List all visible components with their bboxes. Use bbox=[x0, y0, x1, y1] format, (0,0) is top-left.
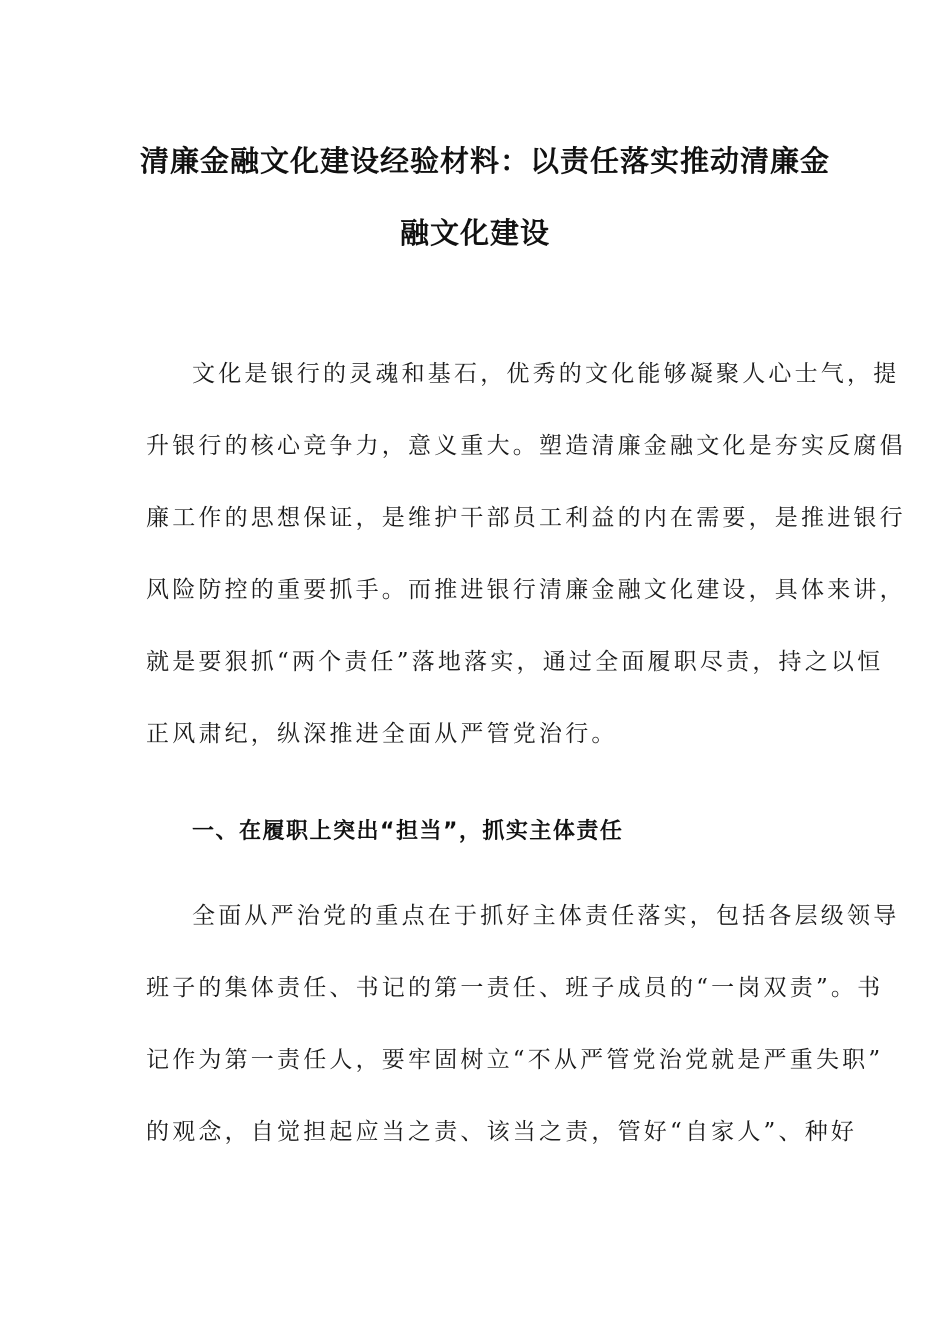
paragraph-line: 正风肃纪，纵深推进全面从严管党治行。 bbox=[146, 721, 618, 747]
paragraph-line: 班子的集体责任、书记的第一责任、班子成员的“一岗双责”。书 bbox=[146, 975, 884, 1001]
paragraph-line: 的观念，自觉担起应当之责、该当之责，管好“自家人”、种好 bbox=[146, 1119, 858, 1145]
paragraph-line: 全面从严治党的重点在于抓好主体责任落实，包括各层级领导 bbox=[192, 903, 900, 929]
paragraph-line: 风险防控的重要抓手。而推进银行清廉金融文化建设，具体来讲， bbox=[146, 577, 906, 603]
paragraph-line: 就是要狠抓“两个责任”落地落实，通过全面履职尽责，持之以恒 bbox=[146, 649, 884, 675]
section-heading: 一、在履职上突出“担当”，抓实主体责任 bbox=[192, 819, 624, 844]
title-line: 融文化建设 bbox=[399, 216, 550, 250]
title-line: 清廉金融文化建设经验材料：以责任落实推动清廉金 bbox=[140, 144, 831, 178]
section-paragraph bbox=[146, 880, 900, 1168]
document-title bbox=[140, 125, 831, 269]
paragraph-line: 廉工作的思想保证，是维护干部员工利益的内在需要，是推进银行 bbox=[146, 505, 906, 531]
paragraph-line: 文化是银行的灵魂和基石，优秀的文化能够凝聚人心士气，提 bbox=[192, 361, 900, 387]
intro-paragraph bbox=[146, 338, 906, 770]
paragraph-line: 记作为第一责任人，要牢固树立“不从严管党治党就是严重失职” bbox=[146, 1047, 884, 1073]
paragraph-line: 升银行的核心竞争力，意义重大。塑造清廉金融文化是夯实反腐倡 bbox=[146, 433, 906, 459]
